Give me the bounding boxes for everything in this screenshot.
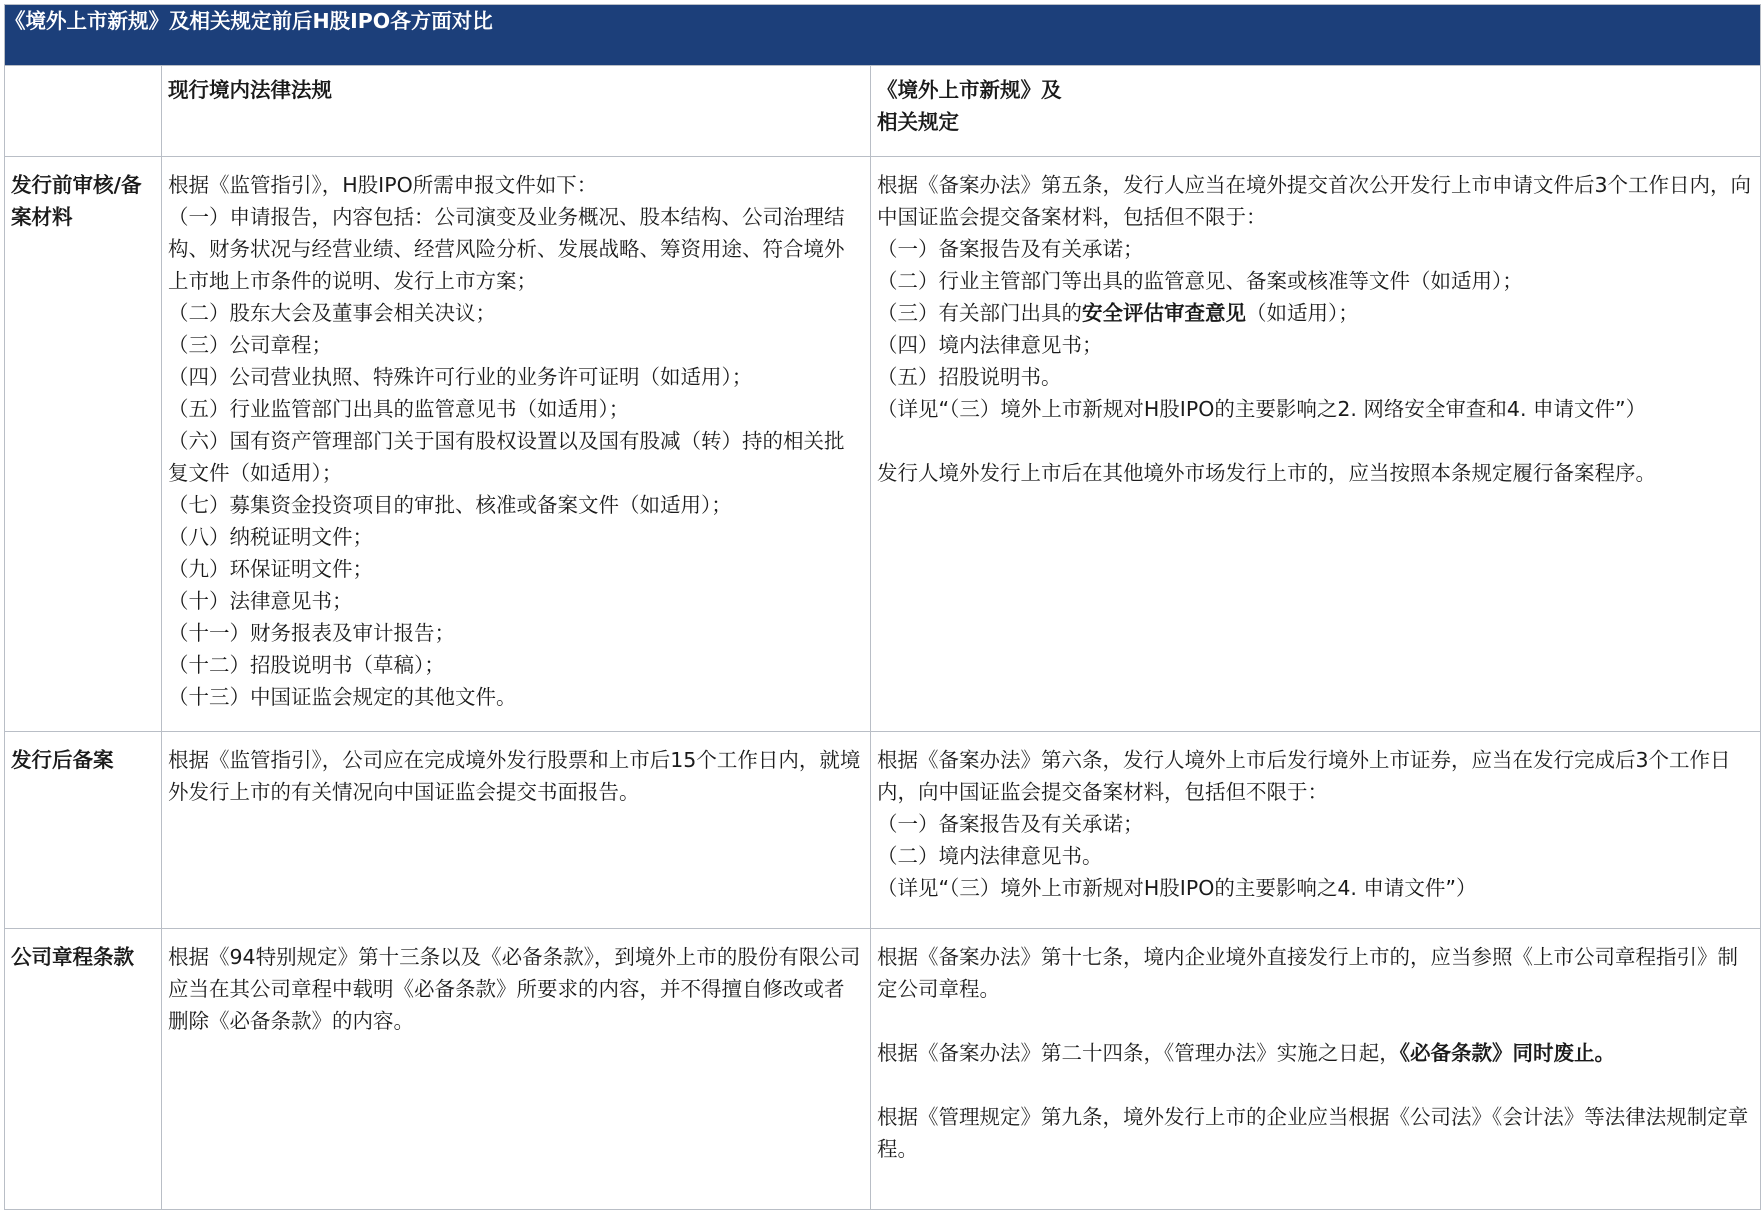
- title-row: [5, 5, 1761, 66]
- cell-text: 根据《监管指引》，H股IPO所需申报文件如下：: [168, 173, 598, 197]
- cell-text: 根据《管理规定》第九条，境外发行上市的企业应当根据《公司法》《会计法》等法律法规制定章程。: [877, 1105, 1749, 1161]
- comparison-table: [4, 4, 1761, 1210]
- list-item-text: （如适用）；: [1246, 301, 1359, 325]
- list-item: （二）境内法律意见书。: [877, 844, 1103, 868]
- list-item: （十二）招股说明书（草稿）；: [168, 653, 445, 677]
- new-rules-cell: [871, 732, 1761, 929]
- cell-text: 根据《备案办法》第十七条，境内企业境外直接发行上市的，应当参照《上市公司章程指引》制定公司章程。: [877, 945, 1738, 1001]
- list-item: （六）国有资产管理部门关于国有股权设置以及国有股减（转）持的相关批复文件（如适用）；: [168, 429, 845, 485]
- current-regulation-cell: [162, 732, 871, 929]
- bold-emphasis: 安全评估审查意见: [1082, 301, 1246, 325]
- list-item: （十三）中国证监会规定的其他文件。: [168, 685, 517, 709]
- reference-note: （详见“（三）境外上市新规对H股IPO的主要影响之4. 申请文件”）: [877, 876, 1477, 900]
- reference-note: （详见“（三）境外上市新规对H股IPO的主要影响之2. 网络安全审查和4. 申请文件”）: [877, 397, 1647, 421]
- header-empty: [5, 66, 162, 157]
- table-title: 《境外上市新规》及相关规定前后H股IPO各方面对比: [5, 5, 1761, 66]
- new-rules-cell: [871, 157, 1761, 732]
- list-item: （十一）财务报表及审计报告；: [168, 621, 455, 645]
- row-label: 发行前审核/备案材料: [5, 157, 162, 732]
- current-regulation-cell: [162, 157, 871, 732]
- paragraph-gap: [877, 1005, 1754, 1037]
- list-item: （四）境内法律意见书；: [877, 333, 1103, 357]
- table-row: [5, 157, 1761, 732]
- cell-text: 发行人境外发行上市后在其他境外市场发行上市的，应当按照本条规定履行备案程序。: [877, 461, 1656, 485]
- list-item: （一）备案报告及有关承诺；: [877, 812, 1144, 836]
- paragraph-gap: [877, 1069, 1754, 1101]
- cell-text: 根据《监管指引》，公司应在完成境外发行股票和上市后15个工作日内，就境外发行上市的有关情况向中国证监会提交书面报告。: [168, 748, 861, 804]
- list-item: （五）招股说明书。: [877, 365, 1062, 389]
- list-item-text: （三）有关部门出具的: [877, 301, 1082, 325]
- cell-text: 根据《94特别规定》第十三条以及《必备条款》，到境外上市的股份有限公司应当在其公司章程中载明《必备条款》所要求的内容，并不得擅自修改或者删除《必备条款》的内容。: [168, 945, 861, 1033]
- list-item: （三）公司章程；: [168, 333, 332, 357]
- list-item: （四）公司营业执照、特殊许可行业的业务许可证明（如适用）；: [168, 365, 753, 389]
- header-new-rules-line1: 《境外上市新规》及: [877, 78, 1062, 102]
- current-regulation-cell: [162, 929, 871, 1210]
- header-new-rules-line2: 相关规定: [877, 110, 959, 134]
- list-item: （九）环保证明文件；: [168, 557, 373, 581]
- list-item: [877, 297, 1754, 329]
- list-item: （八）纳税证明文件；: [168, 525, 373, 549]
- list-item: （一）备案报告及有关承诺；: [877, 237, 1144, 261]
- header-new-rules: [871, 66, 1761, 157]
- cell-text: 根据《备案办法》第五条，发行人应当在境外提交首次公开发行上市申请文件后3个工作日内，向中国证监会提交备案材料，包括但不限于：: [877, 173, 1752, 229]
- list-item: （二）行业主管部门等出具的监管意见、备案或核准等文件（如适用）；: [877, 269, 1523, 293]
- cell-text: [877, 1037, 1754, 1069]
- list-item: （一）申请报告，内容包括：公司演变及业务概况、股本结构、公司治理结构、财务状况与经营业绩、经营风险分析、发展战略、筹资用途、符合境外上市地上市条件的说明、发行上市方案；: [168, 205, 845, 293]
- list-item: （七）募集资金投资项目的审批、核准或备案文件（如适用）；: [168, 493, 732, 517]
- bold-emphasis: 《必备条款》同时废止。: [1399, 1041, 1615, 1065]
- paragraph-gap: [877, 425, 1754, 457]
- list-item: （五）行业监管部门出具的监管意见书（如适用）；: [168, 397, 630, 421]
- table-row: [5, 732, 1761, 929]
- row-label: 公司章程条款: [5, 929, 162, 1210]
- list-item: （十）法律意见书；: [168, 589, 353, 613]
- row-label: 发行后备案: [5, 732, 162, 929]
- table-row: [5, 929, 1761, 1210]
- header-row: [5, 66, 1761, 157]
- header-current-regulations: 现行境内法律法规: [162, 66, 871, 157]
- cell-text: 根据《备案办法》第六条，发行人境外上市后发行境外上市证券，应当在发行完成后3个工作日内，向中国证监会提交备案材料，包括但不限于：: [877, 748, 1731, 804]
- cell-text-part: 根据《备案办法》第二十四条，《管理办法》实施之日起，: [877, 1041, 1400, 1065]
- list-item: （二）股东大会及董事会相关决议；: [168, 301, 496, 325]
- new-rules-cell: [871, 929, 1761, 1210]
